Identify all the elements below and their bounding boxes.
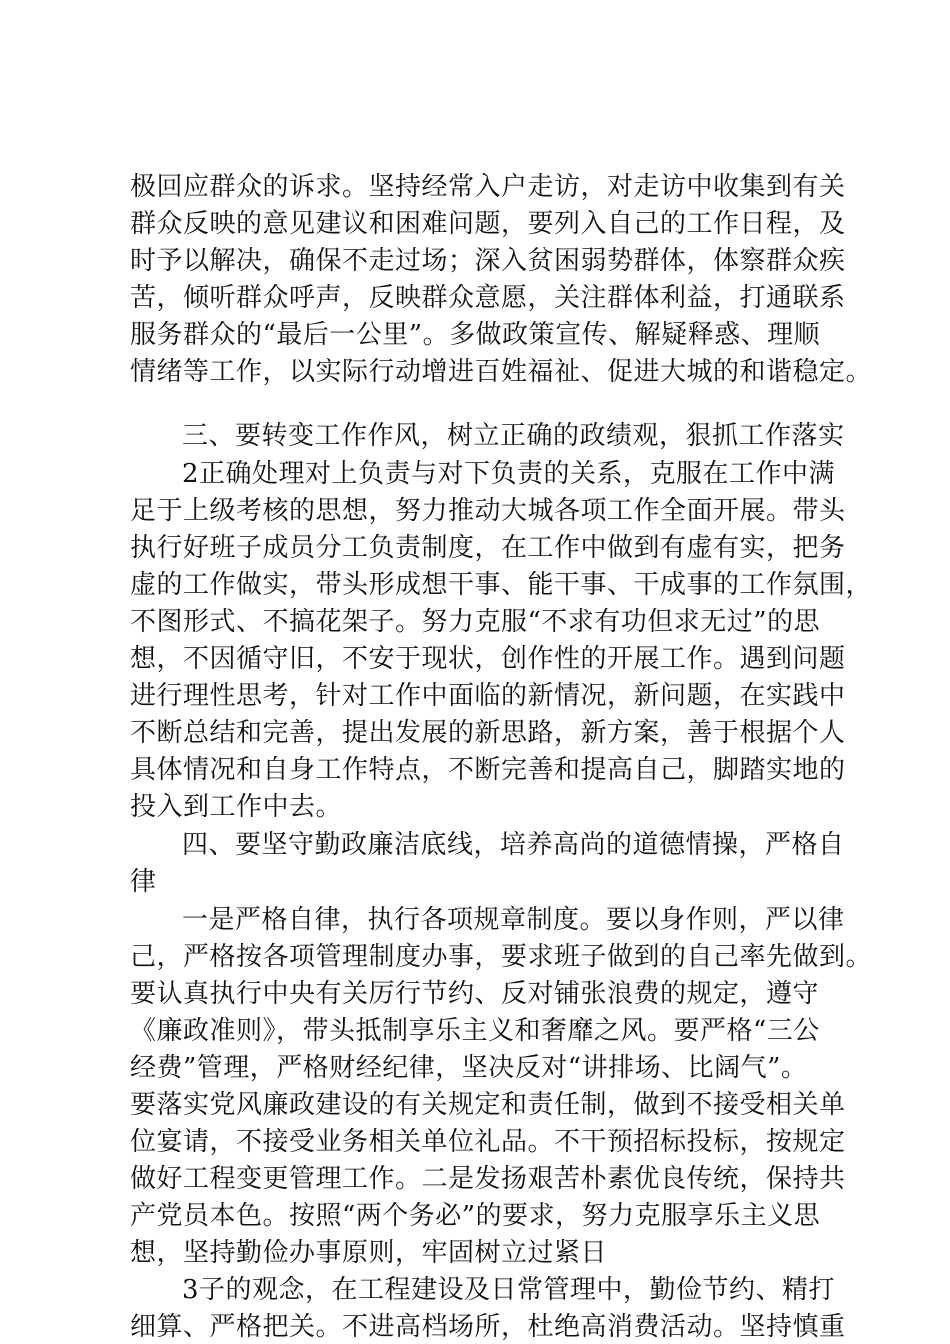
- text-line: 群众反映的意见建议和困难问题，要列入自己的工作日程，及: [130, 209, 846, 239]
- text-line: 己，严格按各项管理制度办事，要求班子做到的自己率先做到。: [130, 942, 873, 972]
- section-heading-3: 三、要转变工作作风，树立正确的政绩观，狠抓工作落实: [182, 421, 845, 451]
- section-heading-4: 四、要坚守勤政廉洁底线，培养高尚的道德情操，严格自: [182, 830, 845, 860]
- text-line: 时予以解决，确保不走过场；深入贫困弱势群体，体察群众疾: [130, 246, 846, 276]
- text-line: 苦，倾听群众呼声，反映群众意愿，关注群体利益，打通联系: [130, 283, 846, 313]
- text-line: 足于上级考核的思想，努力推动大城各项工作全面开展。带头: [130, 496, 846, 526]
- text-line: 进行理性思考，针对工作中面临的新情况，新问题，在实践中: [130, 681, 846, 711]
- text-line: 极回应群众的诉求。坚持经常入户走访，对走访中收集到有关: [130, 172, 846, 202]
- text-line: 做好工程变更管理工作。二是发扬艰苦朴素优良传统，保持共: [130, 1164, 846, 1194]
- text-line: 不断总结和完善，提出发展的新思路，新方案，善于根据个人: [130, 718, 846, 748]
- text-line: 具体情况和自身工作特点，不断完善和提高自己，脚踏实地的: [130, 755, 846, 785]
- text-line: 虚的工作做实，带头形成想干事、能干事、干成事的工作氛围，: [130, 570, 873, 600]
- text-line: 不图形式、不搞花架子。努力克服“不求有功但求无过”的思: [130, 607, 821, 637]
- text-line: 细算、严格把关。不进高档场所，杜绝高消费活动。坚持慎重: [130, 1312, 846, 1342]
- text-line: 要落实党风廉政建设的有关规定和责任制，做到不接受相关单: [130, 1090, 846, 1120]
- text-line: 位宴请，不接受业务相关单位礼品。不干预招标投标，按规定: [130, 1127, 846, 1157]
- text-line: 《廉政准则》，带头抵制享乐主义和奢靡之风。要严格“三公: [130, 1016, 820, 1046]
- text-line: 经费”管理，严格财经纪律，坚决反对“讲排场、比阔气”。: [130, 1053, 808, 1083]
- text-line: 一是严格自律，执行各项规章制度。要以身作则，严以律: [182, 905, 845, 935]
- text-line: 想，坚持勤俭办事原则，牢固树立过紧日: [130, 1238, 608, 1268]
- text-line: 投入到工作中去。: [130, 792, 343, 822]
- text-line: 产党员本色。按照“两个务必”的要求，努力克服享乐主义思: [130, 1201, 821, 1231]
- text-line: 律: [130, 867, 157, 897]
- text-line: 要认真执行中央有关厉行节约、反对铺张浪费的规定，遵守: [130, 979, 820, 1009]
- text-line: 执行好班子成员分工负责制度，在工作中做到有虚有实，把务: [130, 533, 846, 563]
- text-line: 想，不因循守旧，不安于现状，创作性的开展工作。遇到问题: [130, 644, 846, 674]
- text-line: 服务群众的“最后一公里”。多做政策宣传、解疑释惑、理顺: [130, 320, 821, 350]
- text-line: 情绪等工作，以实际行动增进百姓福祉、促进大城的和谐稳定。: [130, 357, 873, 387]
- text-line: 3子的观念，在工程建设及日常管理中，勤俭节约、精打: [182, 1275, 836, 1305]
- text-line: 2正确处理对上负责与对下负责的关系，克服在工作中满: [182, 459, 836, 489]
